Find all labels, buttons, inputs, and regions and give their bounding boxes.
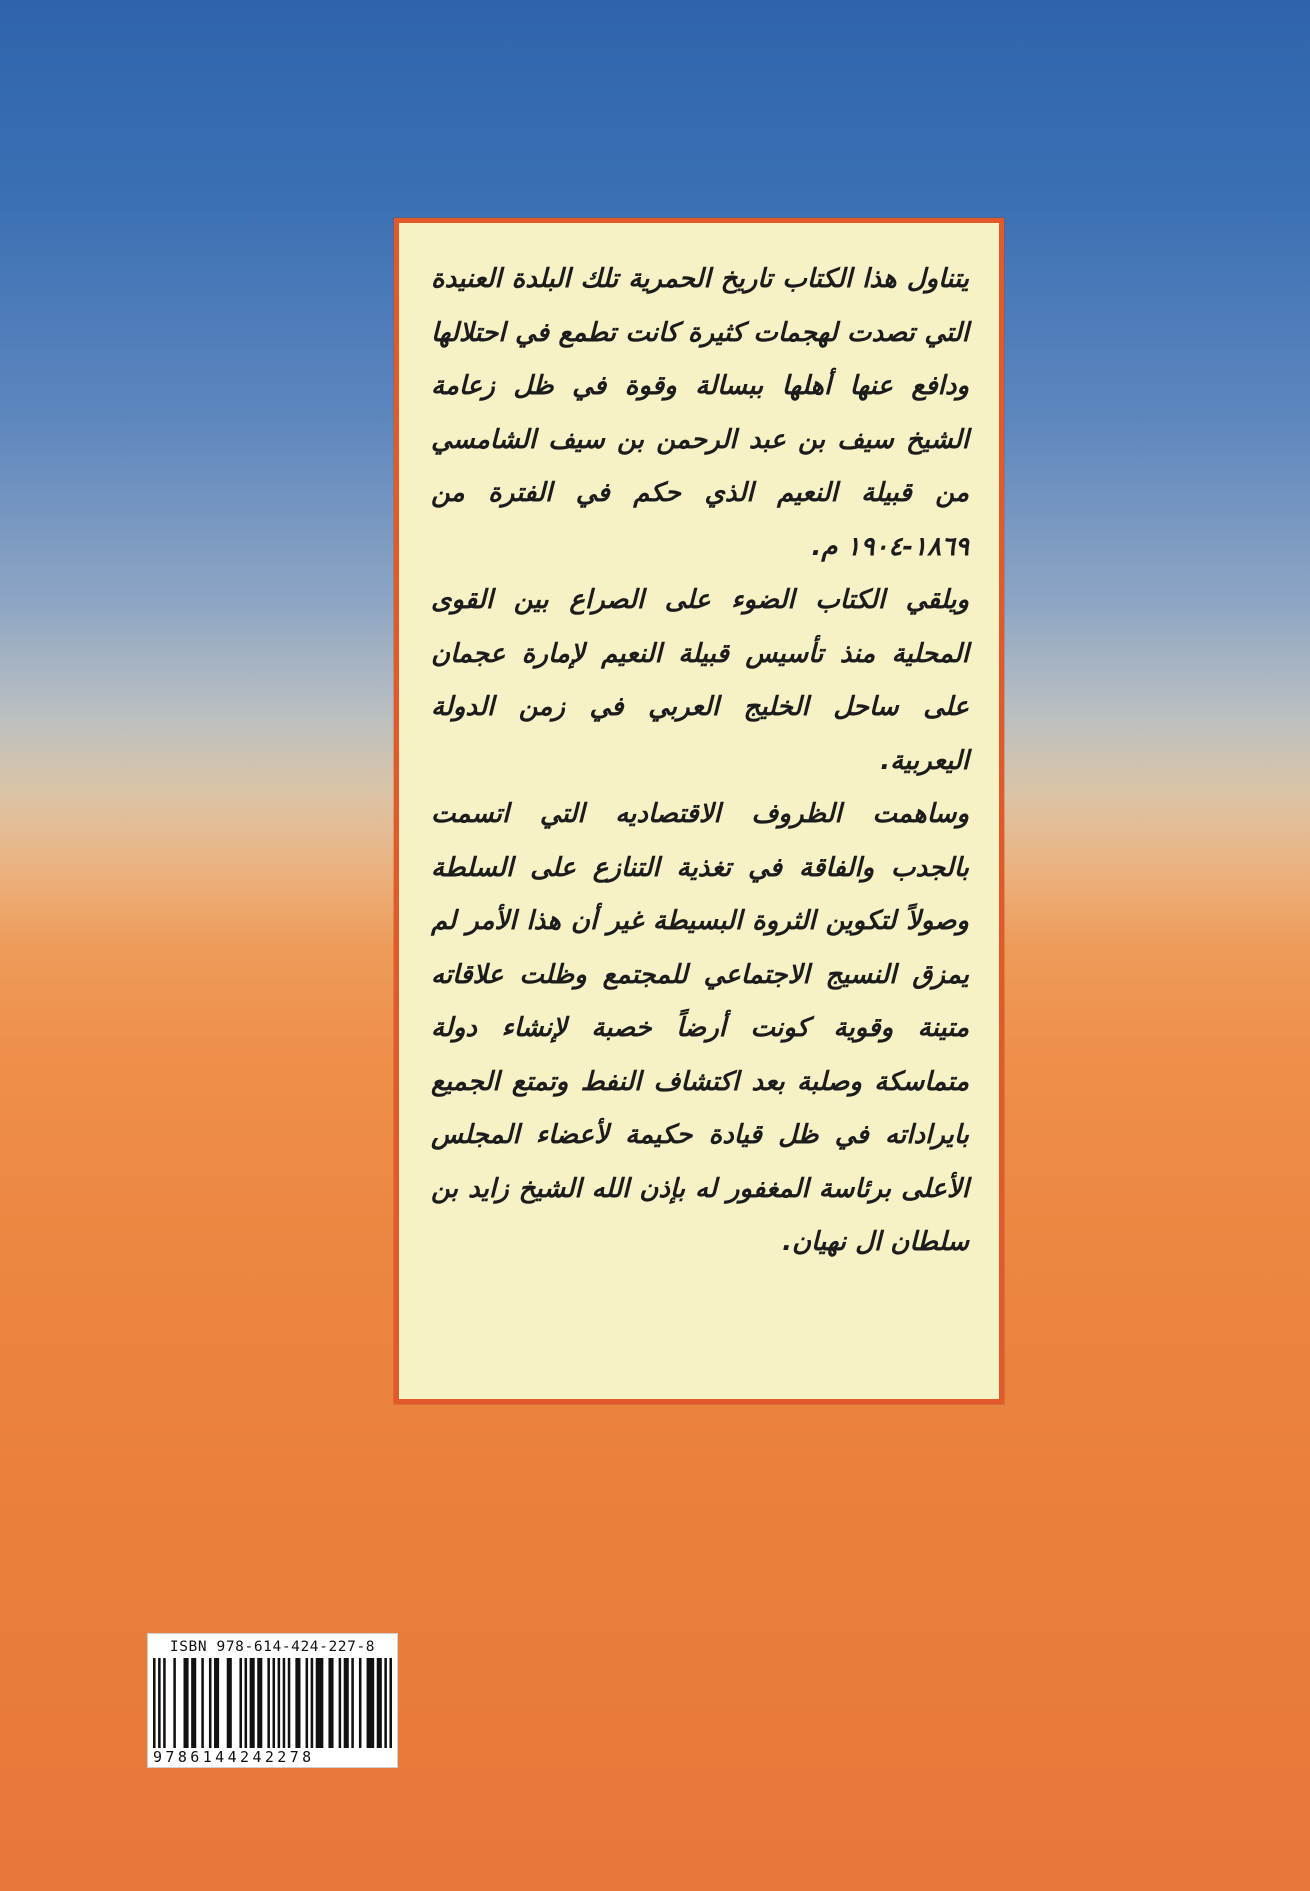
barcode-bar xyxy=(163,1658,166,1748)
barcode-bar xyxy=(209,1658,212,1748)
barcode-bar xyxy=(389,1658,392,1748)
barcode-bar xyxy=(316,1658,324,1748)
barcode-bar xyxy=(367,1658,375,1748)
barcode-bar xyxy=(384,1658,387,1748)
barcode-bar xyxy=(283,1658,286,1748)
barcode-bar xyxy=(344,1658,349,1748)
barcode-bars xyxy=(153,1658,392,1748)
blurb-paragraph-1: يتناول هذا الكتاب تاريخ الحمرية تلك البلدة العنيدة التي تصدت لهجمات كثيرة كانت تطمع في احتلالها ودافع عنها أهلها ببسالة وقوة في ظل زعامة الشيخ سيف بن عبد الرحمن بن سيف الشامسي من قبيلة النعيم الذي حكم في الفترة من ١٨٦٩-١٩٠٤ م. xyxy=(431,264,969,562)
barcode-bar xyxy=(227,1658,232,1748)
barcode-bar xyxy=(278,1658,281,1748)
barcode-bar xyxy=(377,1658,382,1748)
blurb-paragraph-2: ويلقي الكتاب الضوء على الصراع بين القوى المحلية منذ تأسيس قبيلة النعيم لإمارة عجمان على ساحل الخليج العربي في زمن الدولة اليعربية. xyxy=(431,585,969,776)
barcode-bar xyxy=(306,1658,309,1748)
barcode-number: 9786144242278 xyxy=(153,1748,315,1766)
barcode-bar xyxy=(288,1658,291,1748)
barcode-bar xyxy=(351,1658,354,1748)
isbn-barcode xyxy=(147,1633,398,1768)
barcode-bar xyxy=(191,1658,196,1748)
blurb-paragraph-3: وساهمت الظروف الاقتصاديه التي اتسمت بالجدب والفاقة في تغذية التنازع على السلطة وصولاً لتكوين الثروة البسيطة غير أن هذا الأمر لم يمزق النسيج الاجتماعي للمجتمع وظلت علاقاته متينة وقوية كونت أرضاً خصبة لإنشاء دولة متماسكة وصلبة بعد اكتشاف النفط وتمتع الجميع بايراداته في ظل قيادة حكيمة لأعضاء المجلس الأعلى برئاسة المغفور له بإذن الله الشيخ زايد بن سلطان ال نهيان. xyxy=(431,799,969,1257)
barcode-bar xyxy=(158,1658,161,1748)
blurb-panel xyxy=(394,218,1004,1404)
barcode-bar xyxy=(245,1658,248,1748)
barcode-bar xyxy=(273,1658,276,1748)
barcode-bar xyxy=(201,1658,204,1748)
barcode-bar xyxy=(328,1658,333,1748)
barcode-bar xyxy=(359,1658,362,1748)
barcode-bar xyxy=(239,1658,242,1748)
barcode-bar xyxy=(184,1658,189,1748)
barcode-bar xyxy=(214,1658,219,1748)
barcode-bar xyxy=(339,1658,342,1748)
barcode-bar xyxy=(250,1658,255,1748)
isbn-label: ISBN 978-614-424-227-8 xyxy=(169,1639,376,1655)
barcode-bar xyxy=(311,1658,314,1748)
barcode-bar xyxy=(257,1658,262,1748)
barcode-bar xyxy=(267,1658,270,1748)
barcode-bar xyxy=(173,1658,176,1748)
barcode-bar xyxy=(153,1658,156,1748)
barcode-bar xyxy=(295,1658,300,1748)
